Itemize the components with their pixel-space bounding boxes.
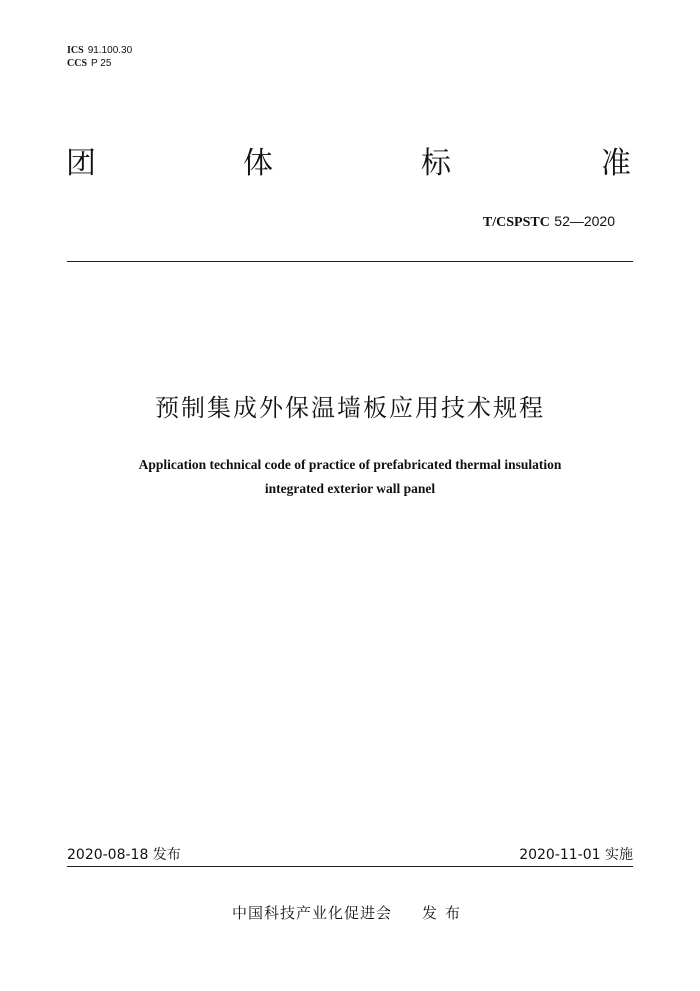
standard-number-prefix: T/CSPSTC (482, 215, 550, 230)
ccs-code: P 25 (91, 58, 112, 69)
issue-date: 2020-08-18 发布 (67, 847, 181, 863)
ics-code: 91.100.30 (87, 45, 133, 56)
standard-number-code: 52—2020 (554, 213, 615, 229)
standard-type-char: 体 (243, 146, 273, 181)
publisher-name: 中国科技产业化促进会 (231, 904, 392, 922)
top-divider (67, 261, 633, 262)
ics-label: ICS (67, 45, 84, 56)
publisher-line (0, 903, 700, 923)
publisher-verb: 发布 (422, 904, 469, 922)
standard-type-char: 团 (66, 146, 96, 181)
document-title-english-line-1: Application technical code of practice of prefabricated thermal insulation (138, 457, 562, 472)
document-title-chinese: 预制集成外保温墙板应用技术规程 (155, 394, 545, 422)
ccs-label: CCS (67, 58, 88, 69)
ccs-classification (67, 58, 111, 70)
ics-classification (67, 45, 132, 57)
standard-number (483, 212, 615, 232)
bottom-divider (67, 866, 633, 867)
implementation-date: 2020-11-01 实施 (519, 847, 633, 863)
standard-type-char: 准 (601, 146, 631, 181)
standard-type-char: 标 (421, 146, 451, 181)
document-title-english-line-2: integrated exterior wall panel (264, 481, 436, 496)
